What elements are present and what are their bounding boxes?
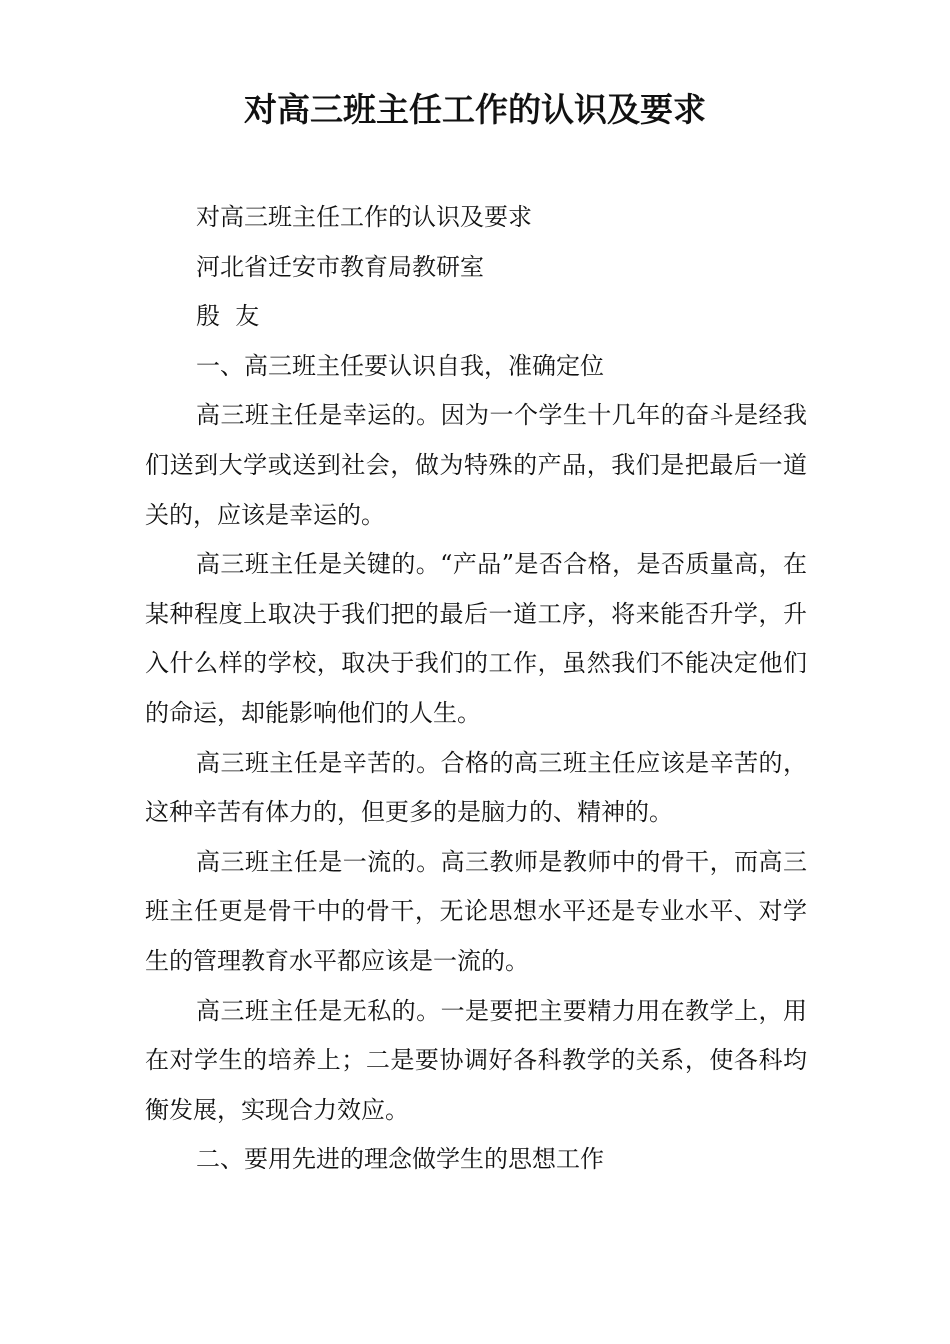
section-heading-2: 二、要用先进的理念做学生的思想工作 [196, 1145, 604, 1174]
author-paragraph: 殷 友 [196, 302, 260, 331]
subtitle-paragraph: 对高三班主任工作的认识及要求 [196, 203, 532, 231]
body-paragraph: 高三班主任是无私的。一是要把主要精力用在教学上，用在对学生的培养上；二是要协调好各科教学的关系，使各科均衡发展，实现合力效应。 [145, 996, 807, 1124]
section-heading-1: 一、高三班主任要认识自我，准确定位 [196, 351, 604, 380]
document-body [145, 193, 807, 1185]
affiliation-paragraph: 河北省迁安市教育局教研室 [196, 252, 484, 281]
body-paragraph: 高三班主任是关键的。“产品”是否合格，是否质量高，在某种程度上取决于我们把的最后一道工序，将来能否升学，升入什么样的学校，取决于我们的工作，虽然我们不能决定他们的命运，却能影响他们的人生。 [145, 550, 807, 727]
document-title: 对高三班主任工作的认识及要求 [244, 90, 706, 129]
body-paragraph: 高三班主任是一流的。高三教师是教师中的骨干，而高三班主任更是骨干中的骨干，无论思想水平还是专业水平、对学生的管理教育水平都应该是一流的。 [145, 847, 807, 975]
body-paragraph: 高三班主任是幸运的。因为一个学生十几年的奋斗是经我们送到大学或送到社会，做为特殊的产品，我们是把最后一道关的，应该是幸运的。 [145, 401, 807, 529]
body-paragraph: 高三班主任是辛苦的。合格的高三班主任应该是辛苦的，这种辛苦有体力的，但更多的是脑力的、精神的。 [145, 748, 807, 827]
